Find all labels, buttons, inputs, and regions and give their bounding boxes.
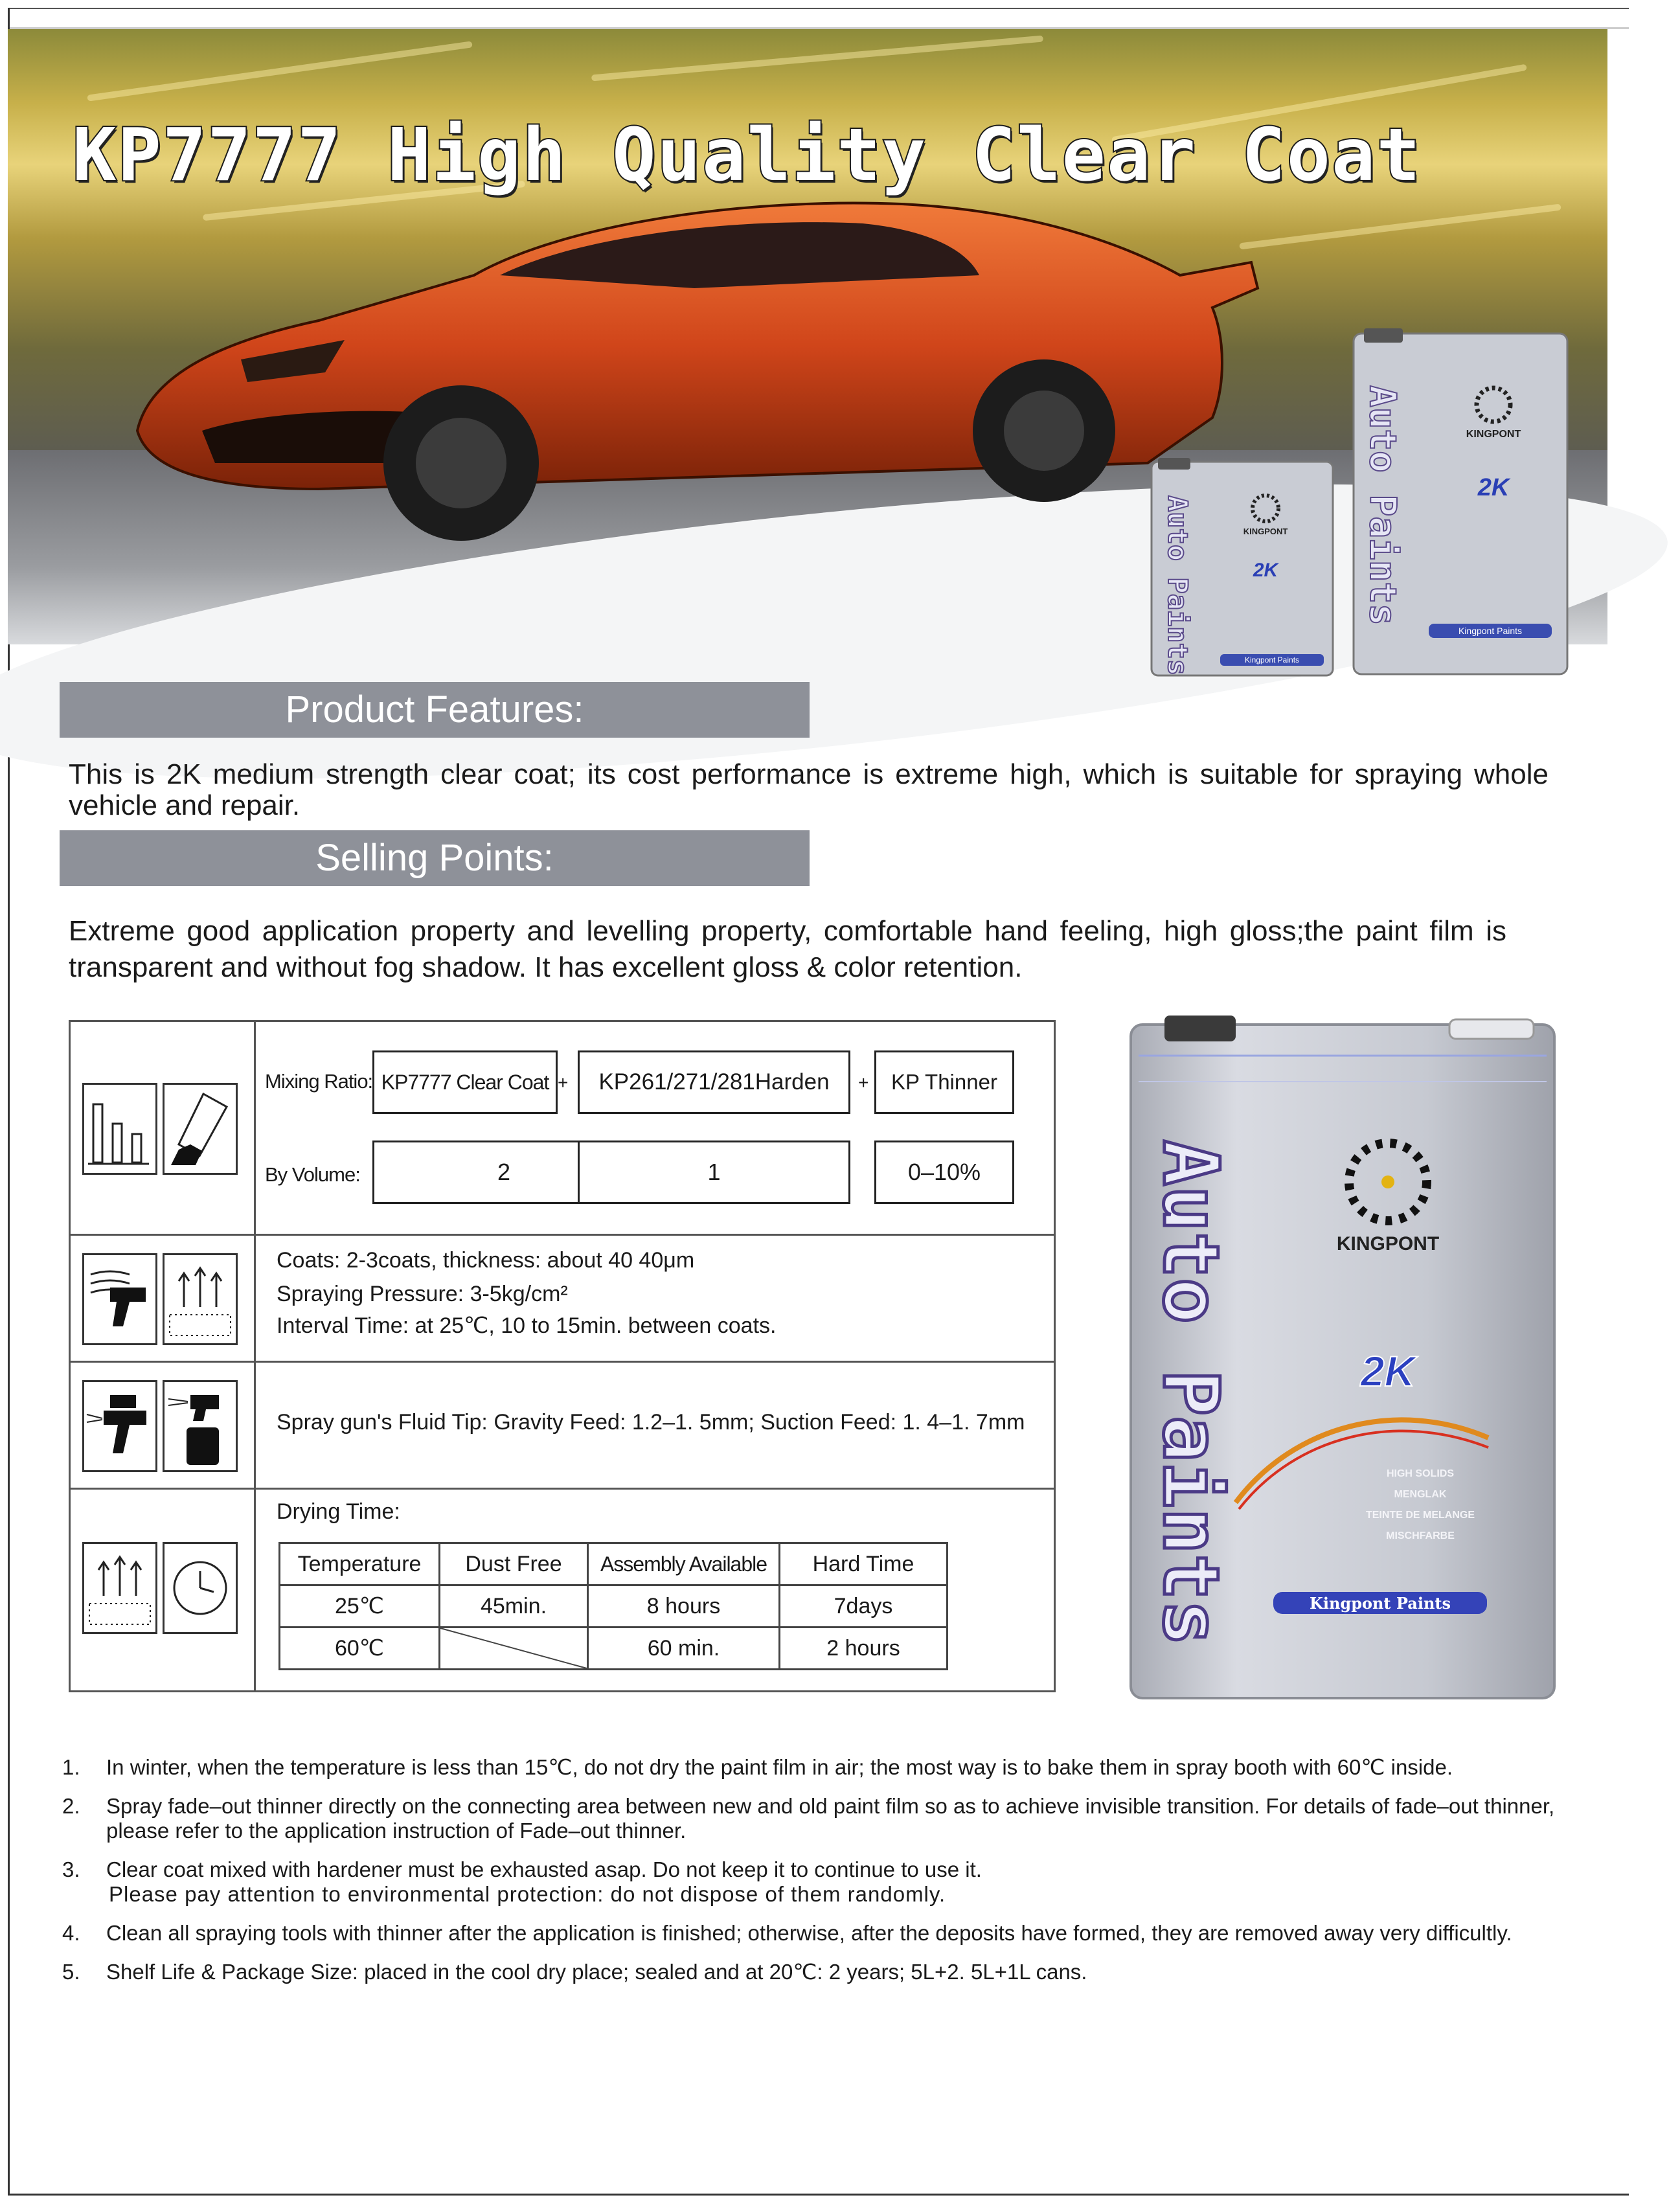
- header-assembly-available: Assembly Available: [588, 1543, 780, 1585]
- can-line: TEINTE DE MELANGE: [1365, 1510, 1475, 1521]
- selling-points-heading: Selling Points:: [60, 830, 810, 886]
- spray-gun-icon: [82, 1253, 157, 1345]
- can-line: MISCHFARBE: [1386, 1530, 1455, 1541]
- svg-text:KINGPONT: KINGPONT: [1243, 527, 1288, 536]
- plus-sign: +: [558, 1073, 569, 1093]
- cell-dust-free: 45min.: [440, 1585, 588, 1628]
- list-item: [62, 1755, 1578, 1780]
- product-features-heading: Product Features:: [60, 682, 810, 738]
- cell-temperature: 60℃: [280, 1628, 440, 1670]
- interval-time-text: Interval Time: at 25℃, 10 to 15min. between coats.: [277, 1313, 777, 1338]
- mixing-ratio-label: Mixing Ratio:: [265, 1070, 373, 1093]
- note-number: 4.: [62, 1921, 80, 1945]
- coats-text: Coats: 2-3coats, thickness: about 40 40μm: [277, 1248, 695, 1273]
- note-number: 2.: [62, 1794, 80, 1818]
- pouring-icon: [163, 1083, 238, 1175]
- list-item: [62, 1857, 1578, 1907]
- volume-clear-coat: 2: [372, 1141, 635, 1204]
- can-vertical-label: Auto Paints: [1146, 1140, 1236, 1646]
- spray-gun-row: [71, 1361, 1054, 1490]
- note-text: In winter, when the temperature is less than 15℃, do not dry the paint film in air; the most way is to bake them in spray booth with 60℃ inside.: [106, 1755, 1453, 1779]
- bottom-rule: [8, 2194, 1629, 2196]
- drying-time-label: Drying Time:: [277, 1499, 400, 1524]
- paint-can-product-image: [1126, 1010, 1560, 1703]
- paint-can-small-image: [1149, 457, 1337, 677]
- spray-gun-icon-cell: [71, 1361, 256, 1488]
- note-text: Clear coat mixed with hardener must be exhausted asap. Do not keep it to continue to use it.: [106, 1857, 982, 1881]
- drying-heat-icon: [82, 1542, 157, 1634]
- note-number: 5.: [62, 1960, 80, 1984]
- paint-can-large-image: [1351, 327, 1571, 677]
- table-row: [280, 1628, 948, 1670]
- note-text: Spray fade–out thinner directly on the connecting area between new and old paint film so as to achieve invisible transition. For details of fade–out thinner, please refer to the application instruction of Fade–out thinner.: [106, 1794, 1555, 1843]
- notes-list: [62, 1755, 1578, 1999]
- drying-icon-cell: [71, 1488, 256, 1690]
- svg-text:KINGPONT: KINGPONT: [1466, 429, 1521, 440]
- hero-banner: [8, 29, 1607, 676]
- svg-text:Auto Paints: Auto Paints: [1162, 495, 1194, 676]
- mixing-icon-cell: [71, 1022, 256, 1234]
- clock-icon: [163, 1542, 238, 1634]
- note-number: 1.: [62, 1755, 80, 1779]
- heat-rising-icon: [163, 1253, 238, 1345]
- svg-text:2K: 2K: [1253, 560, 1278, 581]
- note-text: Clean all spraying tools with thinner after the application is finished; otherwise, after the deposits have formed, they are removed away very difficultly.: [106, 1921, 1512, 1945]
- drying-time-table: [278, 1542, 948, 1670]
- selling-points-text: Extreme good application property and levelling property, comfortable hand feeling, high gloss;the paint film is transparent and without fog shadow. It has excellent gloss & color retention.: [69, 915, 1506, 983]
- spec-table: [69, 1020, 1056, 1692]
- svg-text:Auto Paints: Auto Paints: [1361, 385, 1403, 626]
- volume-thinner: 0–10%: [874, 1141, 1014, 1204]
- product-features-text: This is 2K medium strength clear coat; its cost performance is extreme high, which is suitable for spraying whole vehicle and repair.: [69, 758, 1549, 821]
- plus-sign: +: [858, 1073, 869, 1093]
- drying-row: [71, 1488, 1054, 1690]
- component-clear-coat: KP7777 Clear Coat: [372, 1050, 558, 1114]
- cell-hard-time: 7days: [780, 1585, 948, 1628]
- note-text: Shelf Life & Package Size: placed in the cool dry place; sealed and at 20℃: 2 years; 5L+2. 5L+1L cans.: [106, 1960, 1087, 1984]
- table-row: [280, 1585, 948, 1628]
- component-thinner: KP Thinner: [874, 1050, 1014, 1114]
- spraying-pressure-text: Spraying Pressure: 3-5kg/cm²: [277, 1282, 568, 1306]
- component-hardener: KP261/271/281Harden: [578, 1050, 850, 1114]
- list-item: [62, 1960, 1578, 1984]
- measuring-stick-icon: [82, 1083, 157, 1175]
- can-brand: KINGPONT: [1336, 1233, 1440, 1254]
- diagonal-slash: [440, 1628, 587, 1668]
- svg-text:Kingpont Paints: Kingpont Paints: [1458, 626, 1523, 636]
- volume-hardener: 1: [578, 1141, 850, 1204]
- header-dust-free: Dust Free: [440, 1543, 588, 1585]
- cell-assembly-available: 8 hours: [588, 1585, 780, 1628]
- header-hard-time: Hard Time: [780, 1543, 948, 1585]
- fluid-tip-text: Spray gun's Fluid Tip: Gravity Feed: 1.2–1. 5mm; Suction Feed: 1. 4–1. 7mm: [277, 1410, 1025, 1435]
- suction-gun-icon: [163, 1380, 238, 1472]
- mixing-row: [71, 1022, 1054, 1236]
- note-number: 3.: [62, 1857, 80, 1881]
- can-ribbon: Kingpont Paints: [1309, 1594, 1451, 1613]
- can-line: MENGLAK: [1394, 1489, 1447, 1500]
- by-volume-label: By Volume:: [265, 1163, 360, 1186]
- cell-dust-free-empty: [440, 1628, 588, 1670]
- can-line: HIGH SOLIDS: [1386, 1468, 1455, 1479]
- application-row: [71, 1234, 1054, 1363]
- cell-assembly-available: 60 min.: [588, 1628, 780, 1670]
- list-item: [62, 1921, 1578, 1946]
- list-item: [62, 1794, 1578, 1843]
- cell-hard-time: 2 hours: [780, 1628, 948, 1670]
- svg-text:2K: 2K: [1477, 474, 1510, 501]
- header-temperature: Temperature: [280, 1543, 440, 1585]
- svg-text:Kingpont Paints: Kingpont Paints: [1244, 655, 1300, 664]
- cell-temperature: 25℃: [280, 1585, 440, 1628]
- drying-header-row: [280, 1543, 948, 1585]
- note-extra-text: Please pay attention to environmental protection: do not dispose of them randomly.: [109, 1882, 946, 1906]
- application-icon-cell: [71, 1234, 256, 1361]
- gravity-gun-icon: [82, 1380, 157, 1472]
- page-title: KP7777 High Quality Clear Coat: [73, 113, 1422, 198]
- can-2k-badge: 2K: [1360, 1347, 1416, 1395]
